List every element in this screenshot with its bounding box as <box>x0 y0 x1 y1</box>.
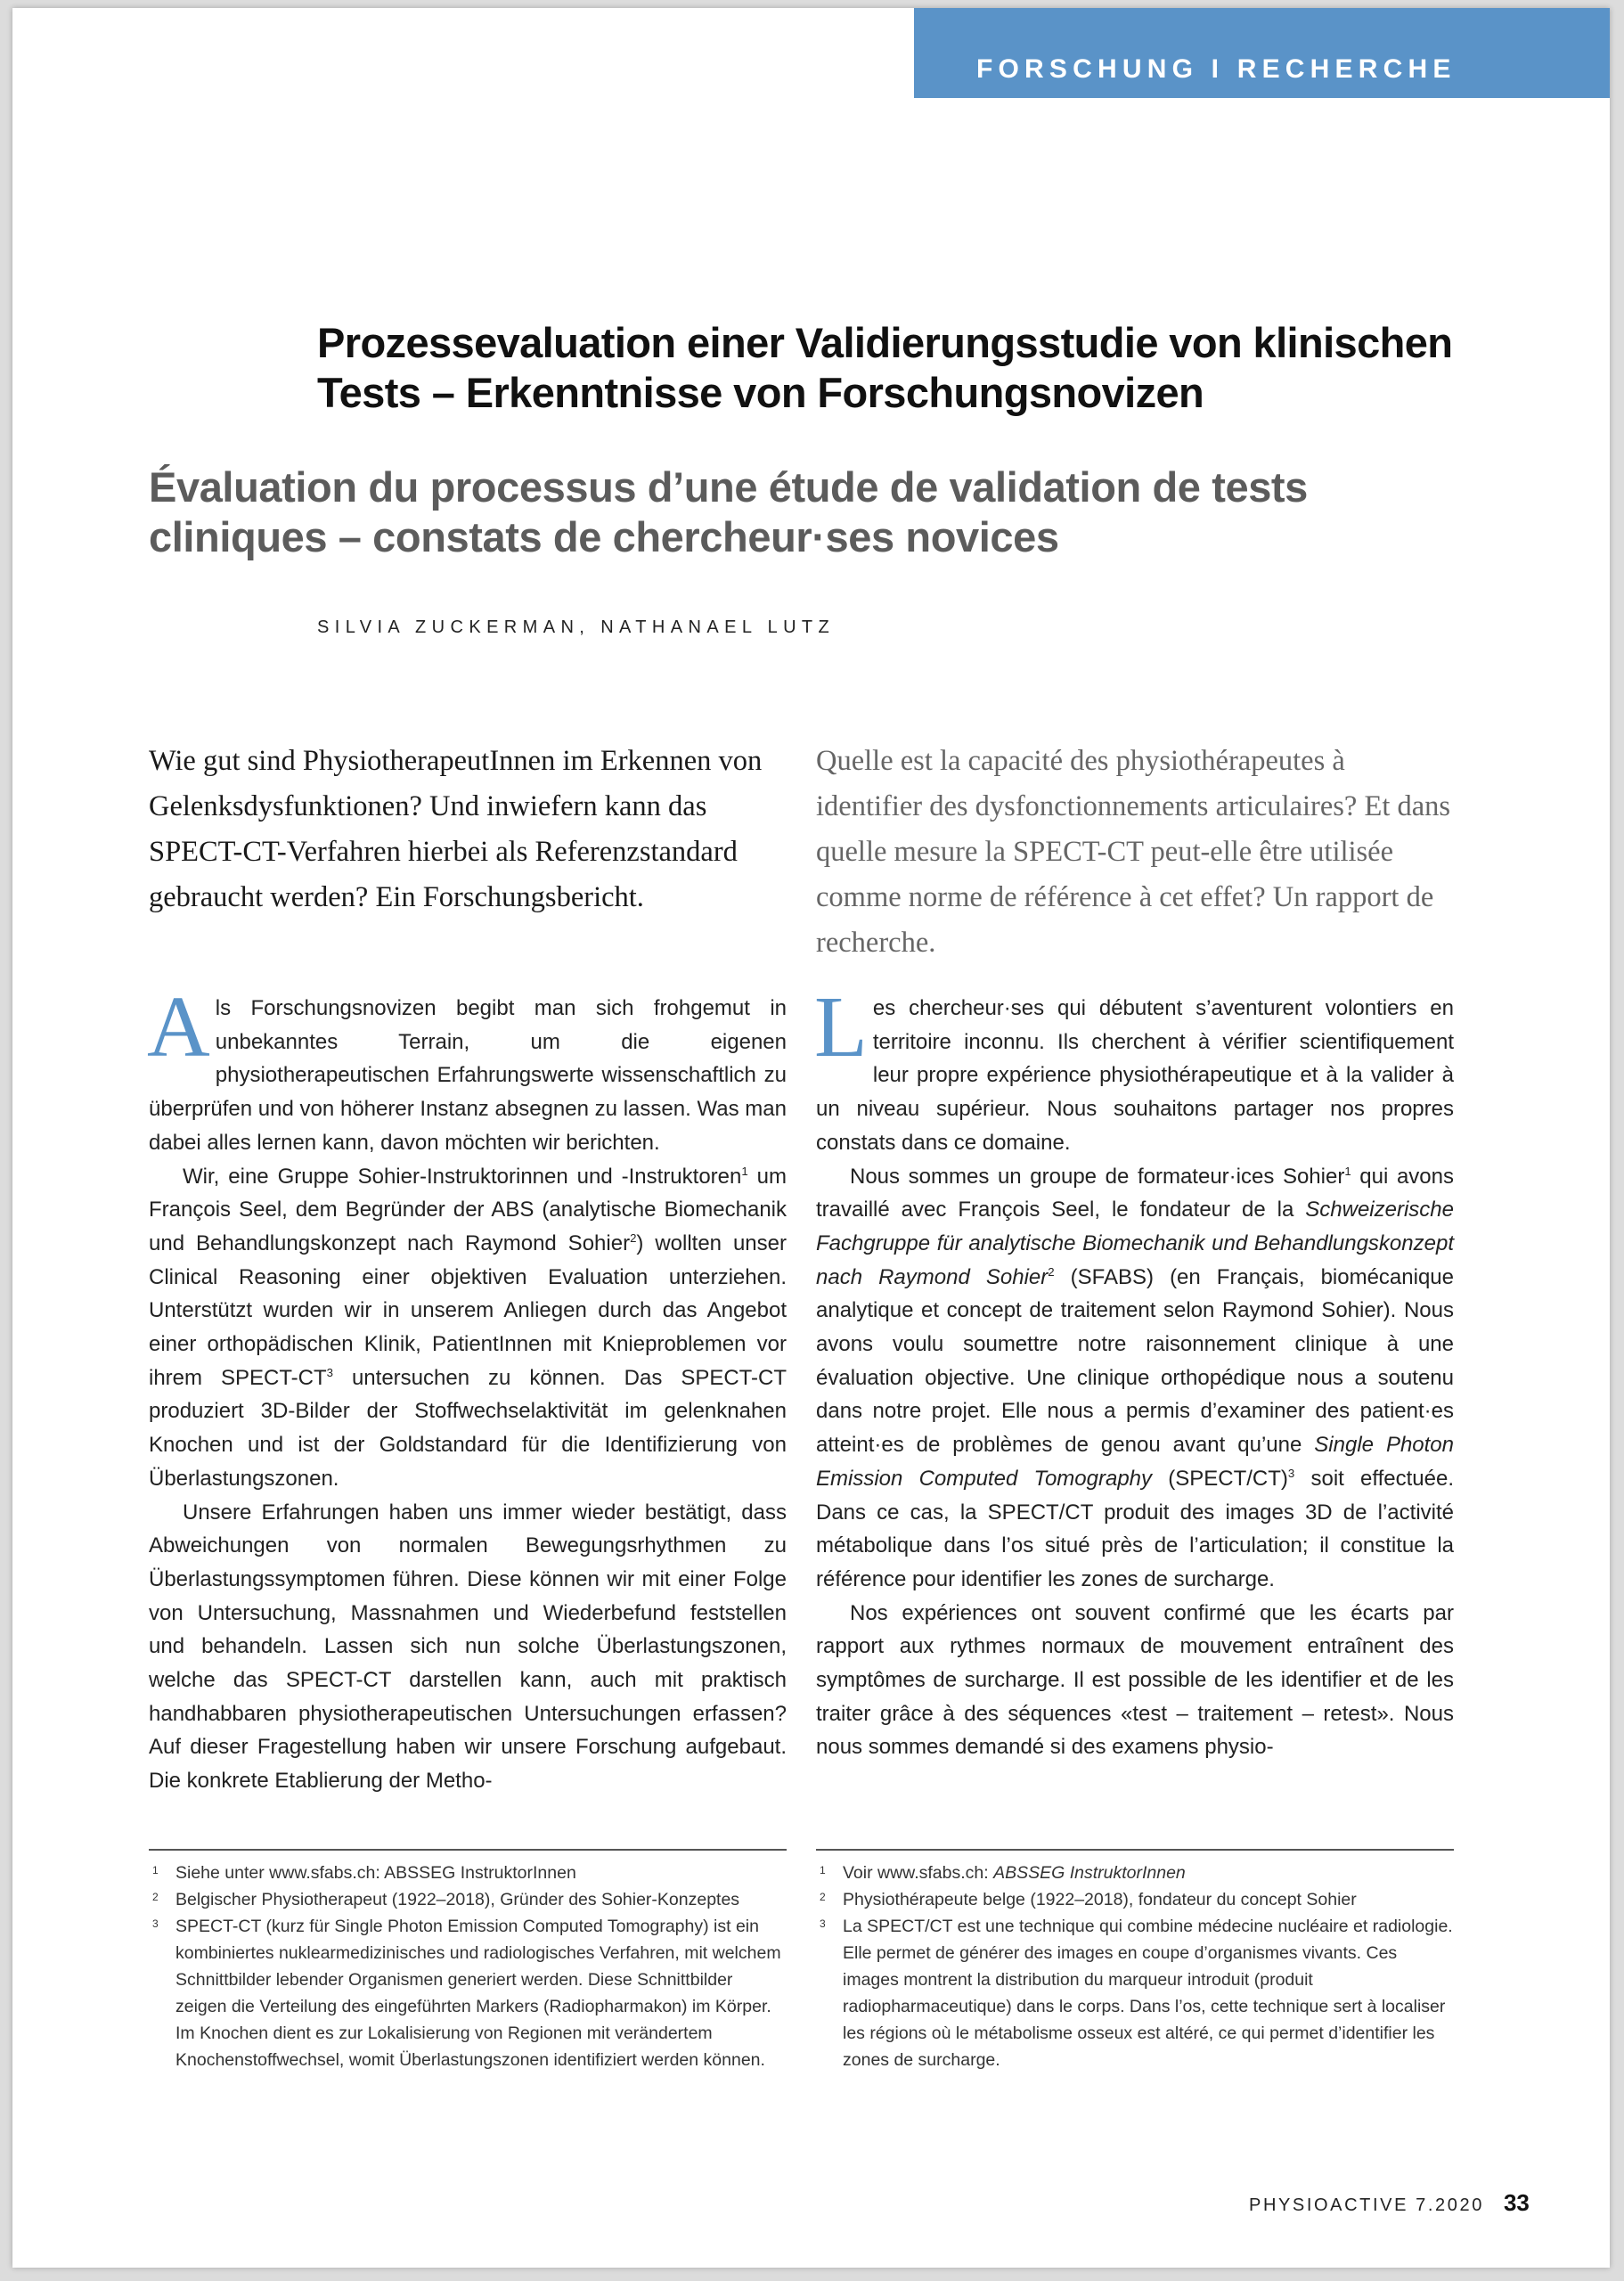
footnote <box>149 1913 787 2073</box>
paragraph-text: (SPECT/CT) <box>1152 1466 1288 1491</box>
body-column-german <box>147 979 788 1798</box>
magazine-issue: PHYSIOACTIVE 7.2020 <box>1249 2195 1484 2215</box>
footnote <box>816 1860 1454 1886</box>
section-label: FORSCHUNG I RECHERCHE <box>976 54 1457 84</box>
footnote-number: 1 <box>820 1864 826 1876</box>
title-french: Évaluation du processus d’une étude de validation de tests cliniques – constats de chercheur·ses novices <box>149 463 1308 560</box>
paragraph-text: ) wollten unser Clinical Reasoning einer objektiven Evaluation unterziehen. Unterstützt wurden wir in unserem Anliegen durch das Angebot einer orthopädischen Klinik, PatientInnen mit Knieproblemen vor ihrem SPECT-CT <box>149 1230 787 1390</box>
section-header-bar <box>914 8 1610 98</box>
paragraph-text: um François Seel, dem Begründer der ABS (analytische Biomechanik und Behandlungskonzept nach Raymond Sohier <box>149 1164 788 1255</box>
footnote-divider <box>149 1849 787 1851</box>
document-page <box>12 8 1610 2268</box>
paragraph-text: Wir, eine Gruppe Sohier-Instruktorinnen und -Instruktoren <box>183 1164 742 1189</box>
footnote-text-plain: Voir www.sfabs.ch: <box>843 1863 994 1883</box>
paragraph <box>816 1160 1454 1597</box>
title-german: Prozessevaluation einer Validierungsstudie von klinischen Tests – Erkenntnisse von Forschungsnovizen <box>317 319 1453 416</box>
footnote-text: Siehe unter www.sfabs.ch: ABSSEG InstruktorInnen <box>175 1863 576 1883</box>
lead-german: Wie gut sind PhysiotherapeutInnen im Erkennen von Gelenksdysfunktionen? Und inwiefern kann das SPECT-CT-Verfahren hierbei als Referenzstandard gebraucht werden? Ein Forschungsbericht. <box>149 745 763 913</box>
paragraph-text: soit effectuée. Dans ce cas, la SPECT/CT produit des images 3D de l’activité métabolique dans l’os situé près de l’articulation; il constitue la référence pour identifier les zones de surcharge. <box>816 1466 1455 1591</box>
footnote-text: Physiothérapeute belge (1922–2018), fondateur du concept Sohier <box>843 1890 1357 1909</box>
footnote-text: Belgischer Physiotherapeut (1922–2018), Gründer des Sohier-Konzeptes <box>175 1890 740 1909</box>
page-footer <box>1249 2189 1530 2217</box>
footnote-ref: 1 <box>1344 1164 1351 1178</box>
paragraph: Nos expériences ont souvent confirmé que les écarts par rapport aux rythmes normaux de mouvement entraînent des symptômes de surcharge. Il est possible de les identifier et de les traiter grâce à des séquences «test – traitement – retest». Nous nous sommes demandé si des examens physio- <box>816 1600 1454 1760</box>
footnote-number: 2 <box>820 1891 826 1903</box>
italic-term: Schweizerische Fachgruppe für analytische Biomechanik und Behandlungskonzept nach Raymond Sohier <box>816 1198 1454 1289</box>
paragraph-text: ls Forschungsnovizen begibt man sich frohgemut in unbekanntes Terrain, um die eigenen physiotherapeutischen Erfahrungswerte wissenschaftlich zu überprüfen und von höherer Instanz absegnen zu lassen. Was man dabei alles lernen kann, davon möchten wir berichten. <box>149 996 787 1155</box>
footnote <box>816 1913 1454 2073</box>
footnote-text: La SPECT/CT est une technique qui combine médecine nucléaire et radiologie. Elle permet de générer des images en coupe d’organismes vivants. Ces images montrent la distribution du marqueur introduit (produit radiopharmaceutique) dans le corps. Dans l’os, cette technique sert à localiser les régions où le métabolisme osseux est altéré, ce qui permet d’identifier les zones de surcharge. <box>843 1917 1453 2070</box>
body-column-french <box>814 979 1455 1764</box>
paragraph-text: es chercheur·ses qui débutent s’aventurent volontiers en territoire inconnu. Ils cherchent à vérifier scientifiquement leur propre expérience physiothérapeutique et à la valider à un niveau supérieur. Nous souhaitons partager nos propres constats dans ce domaine. <box>816 996 1454 1155</box>
paragraph-text: qui avons travaillé avec François Seel, le fondateur de la <box>816 1164 1454 1222</box>
page-number: 33 <box>1503 2189 1530 2216</box>
footnote-text <box>843 1860 1454 1886</box>
paragraph-text: (SFABS) (en Français, biomécanique analytique et concept de traitement selon Raymond Sohier). Nous avons voulu soumettre notre raisonnement clinique à une évaluation objective. Une clinique orthopédique nous a soutenu dans notre projet. Elle nous a permis d’examiner des patient·es atteint·es de problèmes de genou avant qu’une <box>816 1264 1454 1458</box>
footnote-ref: 3 <box>326 1365 333 1379</box>
footnotes-german <box>149 1860 787 2073</box>
paragraph: Unsere Erfahrungen haben uns immer wieder bestätigt, dass Abweichungen von normalen Bewegungsrhythmen zu Überlastungssymptomen führen. Diese können wir mit einer Folge von Untersuchung, Massnahmen und Wiederbefund feststellen und behandeln. Lassen sich nun solche Überlastungszonen, welche das SPECT-CT darstellen kann, auch mit praktisch handhabbaren physiotherapeutischen Untersuchungen erfassen? Auf dieser Fragestellung haben wir unsere Forschung aufgebaut. Die konkrete Etablierung der Metho- <box>149 1500 787 1794</box>
footnote <box>149 1860 787 1886</box>
footnote-divider <box>816 1849 1454 1851</box>
footnote-text: SPECT-CT (kurz für Single Photon Emission Computed Tomography) ist ein kombiniertes nuklearmedizinisches und radiologisches Verfahren, mit welchem Schnittbilder lebender Organismen generiert werden. Diese Schnittbilder zeigen die Verteilung des eingeführten Markers (Radiopharmakon) im Körper. Im Knochen dient es zur Lokalisierung von Regionen mit verändertem Knochenstoffwechsel, womit Überlastungszonen identifiziert werden können. <box>175 1917 781 2070</box>
footnote-ref: 1 <box>741 1164 748 1178</box>
footnote-ref: 3 <box>1287 1466 1295 1480</box>
footnote <box>149 1886 787 1913</box>
paragraph <box>147 979 787 1160</box>
lead-french: Quelle est la capacité des physiothérapeutes à identifier des dysfonctionnements articulaires? Et dans quelle mesure la SPECT-CT peut-elle être utilisée comme norme de référence à cet effet? Un rapport de recherche. <box>816 745 1451 959</box>
paragraph-text: Nous sommes un groupe de formateur·ices Sohier <box>850 1164 1345 1189</box>
footnote-number: 3 <box>152 1917 159 1930</box>
author-byline: SILVIA ZUCKERMAN, NATHANAEL LUTZ <box>317 617 836 637</box>
footnote-number: 3 <box>820 1917 826 1930</box>
dropcap: L <box>814 979 868 1075</box>
dropcap: A <box>147 979 210 1075</box>
paragraph-text: untersuchen zu können. Das SPECT-CT produziert 3D-Bilder der Stoffwechselaktivität im gelenknahen Knochen und ist der Goldstandard für die Identifizierung von Überlastungszonen. <box>149 1365 788 1491</box>
footnote-number: 1 <box>152 1864 159 1876</box>
footnote-ref: 2 <box>630 1230 637 1245</box>
paragraph <box>814 979 1454 1160</box>
italic-term: Single Photon Emission Computed Tomography <box>816 1433 1455 1491</box>
footnotes-french <box>816 1860 1454 2073</box>
footnote-number: 2 <box>152 1891 159 1903</box>
footnote-ref: 2 <box>1048 1264 1055 1279</box>
paragraph <box>149 1160 787 1496</box>
footnote <box>816 1886 1454 1913</box>
footnote-text-italic: ABSSEG InstruktorInnen <box>993 1863 1186 1883</box>
